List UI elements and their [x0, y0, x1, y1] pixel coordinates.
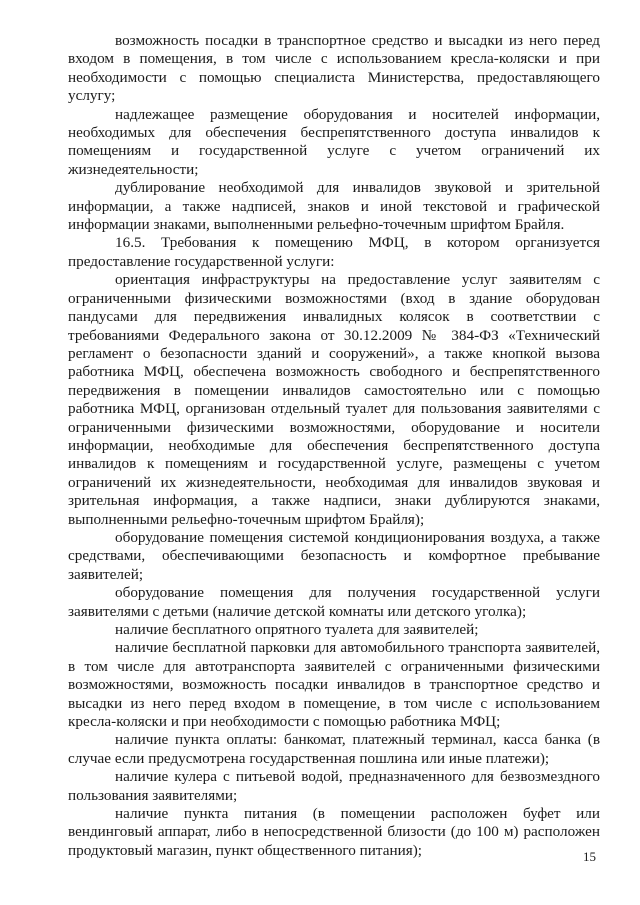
- paragraph: наличие пункта оплаты: банкомат, платежный терминал, касса банка (в случае если предусмотрена государственная пошлина или иные платежи);: [68, 731, 600, 767]
- paragraph: надлежащее размещение оборудования и носителей информации, необходимых для обеспечения беспрепятственного доступа инвалидов к помещениям и государственной услуге с учетом ограничений их жизнедеятельности;: [68, 105, 600, 178]
- document-body: [68, 32, 600, 860]
- paragraph: наличие бесплатного опрятного туалета для заявителей;: [115, 621, 479, 638]
- paragraph: оборудование помещения для получения государственной услуги заявителями с детьми (наличие детской комнаты или детского уголка);: [68, 584, 600, 620]
- paragraph: ориентация инфраструктуры на предоставление услуг заявителям с ограниченными физическими возможностями (вход в здание оборудован пандусами для передвижения инвалидных колясок в соответствии с требованиями Федерального закона от 30.12.2009 № 384-ФЗ «Технический регламент о безопасности зданий и сооружений», а также кнопкой вызова работника МФЦ, обеспечена возможность свободного и беспрепятственного передвижения в помещении инвалидов самостоятельно или с помощью работника МФЦ, организован отдельный туалет для пользования заявителями с ограниченными физическими возможностями, оборудование и носители информации, необходимые для обеспечения беспрепятственного доступа инвалидов к помещениям и государственной услуге, размещены с учетом ограничений их жизнедеятельности, необходимая для инвалидов звуковая и зрительная информация, а также надписи, знаки дублируются знаками, выполненными рельефно-точечным шрифтом Брайля);: [68, 271, 600, 528]
- paragraph: дублирование необходимой для инвалидов звуковой и зрительной информации, а также надписей, знаков и иной текстовой и графической информации знаками, выполненными рельефно-точечным шрифтом Брайля.: [68, 179, 600, 234]
- paragraph: наличие кулера с питьевой водой, предназначенного для безвозмездного пользования заявителями;: [68, 768, 600, 804]
- paragraph: возможность посадки в транспортное средство и высадки из него перед входом в помещения, в том числе с использованием кресла-коляски и при необходимости с помощью специалиста Министерства, предоставляющего услугу;: [68, 32, 600, 105]
- paragraph: наличие пункта питания (в помещении расположен буфет или вендинговый аппарат, либо в непосредственной близости (до 100 м) расположен продуктовый магазин, пункт общественного питания);: [68, 805, 600, 859]
- section-heading-paragraph: 16.5. Требования к помещению МФЦ, в котором организуется предоставление государственной услуги:: [68, 234, 600, 270]
- paragraph: оборудование помещения системой кондиционирования воздуха, а также средствами, обеспечивающими безопасность и комфортное пребывание заявителей;: [68, 528, 600, 583]
- page-number: 15: [583, 849, 596, 864]
- paragraph: наличие бесплатной парковки для автомобильного транспорта заявителей, в том числе для автотранспорта заявителей с ограниченными физическими возможностями, возможность посадки инвалидов в транспортное средство и высадки из него перед входом в помещение, в том числе с использованием кресла-коляски и при необходимости с помощью работника МФЦ;: [68, 639, 600, 731]
